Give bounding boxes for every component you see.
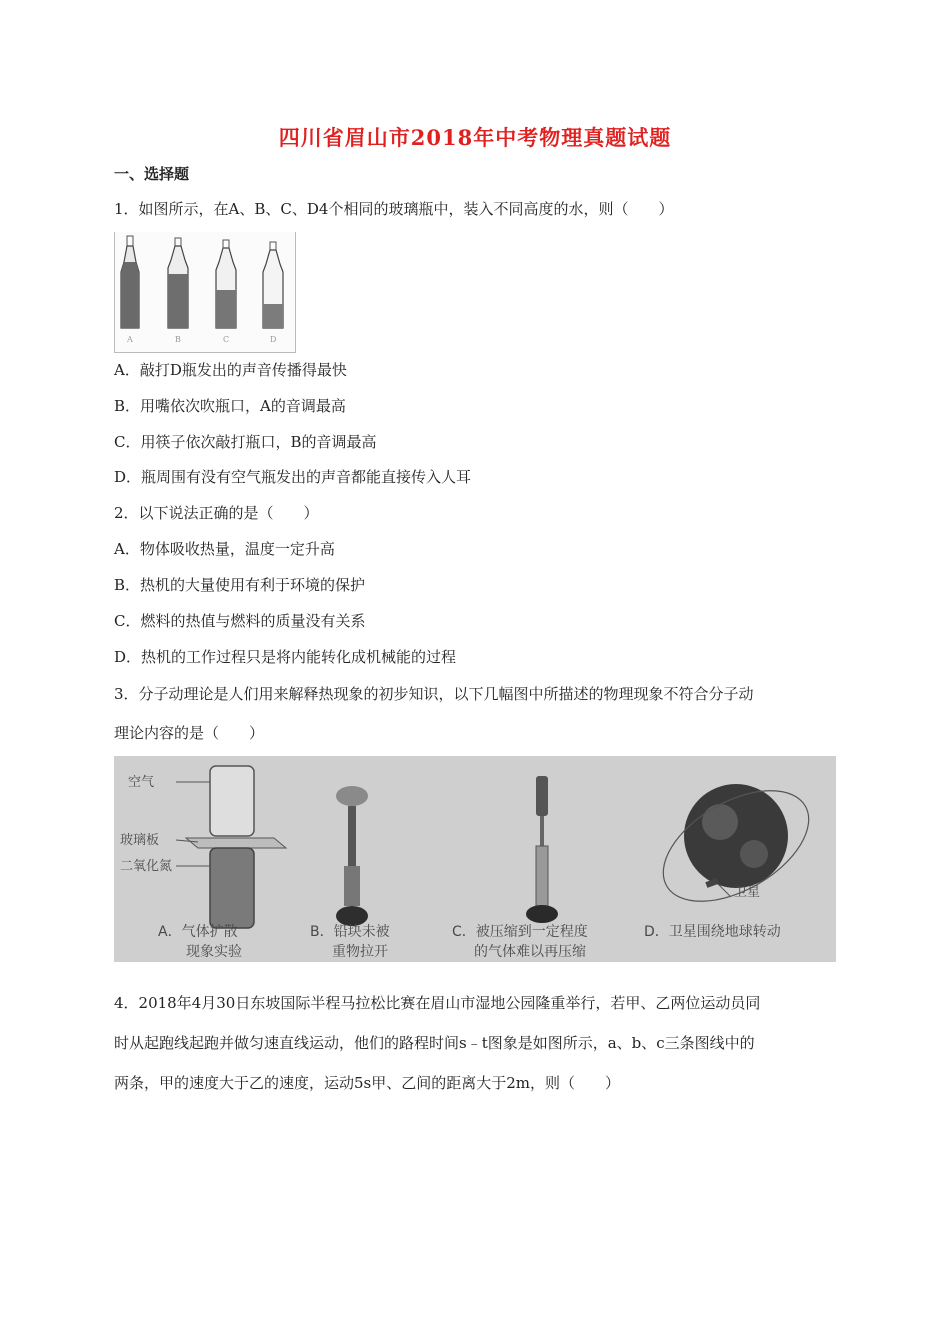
question-2-option-a: A．物体吸收热量，温度一定升高 xyxy=(114,540,335,558)
question-1-figure xyxy=(114,232,296,353)
question-4-line1: 4．2018年4月30日东坡国际半程马拉松比赛在眉山市湿地公园隆重举行，若甲、乙两位运动员同 xyxy=(114,994,761,1012)
question-2-option-d: D．热机的工作过程只是将内能转化成机械能的过程 xyxy=(114,648,457,666)
label-nitrogen-dioxide: 二氧化氮 xyxy=(120,859,173,874)
compressed-gas-syringe xyxy=(526,776,558,923)
caption-c-line2: 的气体难以再压缩 xyxy=(474,944,586,960)
caption-c-line1: C．被压缩到一定程度 xyxy=(452,924,588,940)
question-1-option-a: A．敲打D瓶发出的声音传播得最快 xyxy=(114,361,347,379)
question-4-line3: 两条，甲的速度大于乙的速度，运动5s甲、乙间的距离大于2m，则（ ） xyxy=(114,1074,621,1092)
label-glass-plate: 玻璃板 xyxy=(120,833,160,848)
bottle-label-b: B xyxy=(175,335,181,344)
question-2-stem: 2．以下说法正确的是（ ） xyxy=(114,504,319,522)
bottle-label-d: D xyxy=(270,335,277,344)
question-4-line2: 时从起跑线起跑并做匀速直线运动，他们的路程时间s﹣t图象是如图所示，a、b、c三条图线中的 xyxy=(114,1034,755,1052)
question-1-option-c: C．用筷子依次敲打瓶口，B的音调最高 xyxy=(114,433,377,451)
bottle-d xyxy=(263,242,283,328)
satellite-orbit-diagram xyxy=(645,768,828,924)
question-1-option-d: D．瓶周围有没有空气瓶发出的声音都能直接传入人耳 xyxy=(114,468,472,486)
question-2-option-c: C．燃料的热值与燃料的质量没有关系 xyxy=(114,612,366,630)
question-1-stem: 1．如图所示，在A、B、C、D4个相同的玻璃瓶中，装入不同高度的水，则（ ） xyxy=(114,200,674,218)
section-heading: 一、选择题 xyxy=(114,165,190,183)
bottle-c xyxy=(216,240,236,328)
question-1-option-b: B．用嘴依次吹瓶口，A的音调最高 xyxy=(114,397,346,415)
label-satellite: 卫星 xyxy=(734,885,761,900)
lead-block-apparatus xyxy=(336,786,368,926)
caption-a-line2: 现象实验 xyxy=(186,944,242,960)
question-2-option-b: B．热机的大量使用有利于环境的保护 xyxy=(114,576,366,594)
gas-diffusion-apparatus xyxy=(120,766,286,928)
bottle-b xyxy=(168,238,188,328)
page-title: 四川省眉山市2018年中考物理真题试题 xyxy=(278,125,672,150)
caption-a-line1: A．气体扩散 xyxy=(158,924,238,940)
question-3-figure xyxy=(114,756,836,962)
bottle-label-c: C xyxy=(223,335,230,344)
question-3-stem-line1: 3．分子动理论是人们用来解释热现象的初步知识，以下几幅图中所描述的物理现象不符合分子动 xyxy=(114,685,754,703)
caption-b-line1: B．铅块未被 xyxy=(310,924,390,940)
question-3-stem-line2: 理论内容的是（ ） xyxy=(114,724,265,742)
bottle-a xyxy=(121,236,139,328)
caption-b-line2: 重物拉开 xyxy=(332,944,388,960)
label-air: 空气 xyxy=(128,775,155,790)
caption-d-line1: D．卫星围绕地球转动 xyxy=(644,924,781,940)
bottle-label-a: A xyxy=(127,335,133,344)
